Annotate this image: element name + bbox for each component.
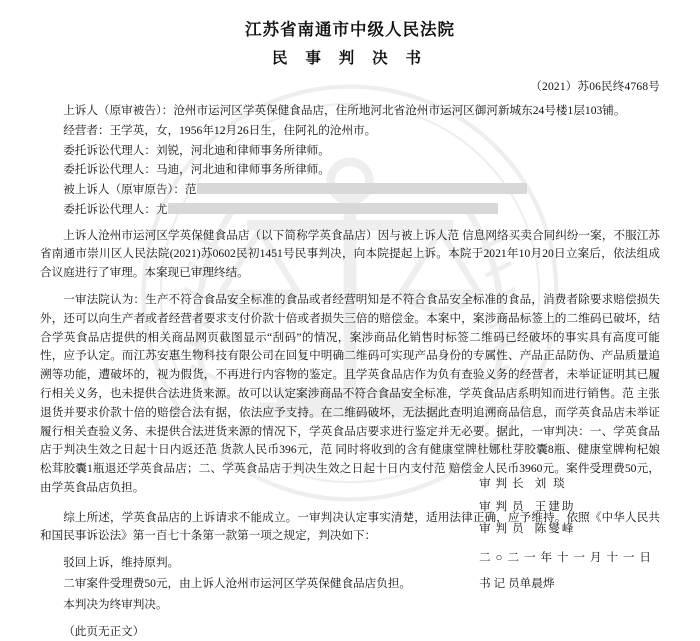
signature-name: 陈燮峰 bbox=[534, 522, 576, 536]
court-title: 江苏省南通市中级人民法院 bbox=[245, 20, 455, 39]
document-title: 民 事 判 决 书 bbox=[271, 50, 428, 67]
signature-label: 审 判 长 bbox=[479, 477, 525, 491]
ruling-line-1: 驳回上诉，维持原判。 bbox=[63, 556, 180, 570]
party-agent-1: 委托诉讼代理人：刘锐，河北迪和律师事务所律师。 bbox=[63, 143, 330, 157]
signature-date: 二 ○ 二 一 年 十 一 月 十 一 日 bbox=[479, 550, 652, 564]
signature-row bbox=[479, 496, 652, 519]
party-appellant: 上诉人（原审被告）：沧州市运河区学英保健食品店，住所地河北省沧州市运河区御河新城东24号楼1层103铺。 bbox=[63, 104, 626, 117]
clerk-name: 单晨烨 bbox=[519, 577, 555, 591]
case-number: （2021）苏06民终4768号 bbox=[530, 81, 660, 93]
first-instance-reasoning-paragraph: 一审法院认为：生产不符合食品安全标准的食品或者经营明知是不符合食品安全标准的食品，消费者除要求赔偿损失外，还可以向生产者或者经营者要求支付价款十倍或者损失三倍的赔偿金。本案中，案涉商品标签上的二维码已破坏，结合学英食品店提供的相关商品网页截图显示“刮码”的情况，案涉商品化销售时标签二维码已经破坏的事实具有高度可能性，应予认定。而江苏安惠生物科技有限公司在回复中明确二维码可实现产品身份的专属性、产品正品防伪、产品质量追溯等功能，遭破坏的，视为假货，不再进行内容物的鉴定。且学英食品店作为负有查验义务的经营者，未举证证明其已履行相关义务，也未提供合法进货来源。故可以认定案涉商品不符合食品安全标准，学英食品店系明知而进行销售。范 主张退货并要求价款十倍的赔偿合法有据，依法应予支持。在二维码破坏，无法据此查明追溯商品信息，而学英食品店未举证履行相关查验义务、未提供合法进货来源的情况下，学英食品店要求进行鉴定并无必要。据此，一审判决：一、学英食品店于判决生效之日起十日内返还范 货款人民币396元，范 同时将收到的含有健康堂牌杜娜杜芽胶囊8瓶、健康堂牌枸杞娘松茸胶囊1瓶退还学英食品店；二、学英食品店于判决生效之日起十日内支付范 赔偿金人民币3960元。案件受理费50元，由学英食品店负担。 bbox=[40, 293, 660, 494]
signature-block bbox=[479, 473, 652, 596]
no-text-on-page-note: （此页无正文） bbox=[63, 624, 145, 638]
party-operator: 经营者：王学英，女，1956年12月26日生，住阿礼的沧州市。 bbox=[63, 123, 377, 137]
redacted-text bbox=[197, 183, 527, 194]
party-agent-3 bbox=[40, 201, 660, 220]
party-agent-3-label: 委托诉讼代理人：尤 bbox=[63, 202, 168, 216]
ruling-line-2: 二审案件受理费50元，由上诉人沧州市运河区学英保健食品店负担。 bbox=[63, 576, 412, 590]
ruling-final-line: 本判决为终审判决。 bbox=[63, 597, 168, 611]
party-appellee-label: 被上诉人（原审原告）：范 bbox=[63, 183, 197, 197]
case-intro-paragraph: 上诉人沧州市运河区学英保健食品店（以下简称学英食品店）因与被上诉人范 信息网络买卖合同纠纷一案，不服江苏省南通市崇川区人民法院(2021)苏0602民初1451号民事判决，向本院提起上诉。本院于2021年10月20日立案后，依法组成合议庭进行了审理。本案现已审理终结。 bbox=[40, 228, 660, 280]
signature-row bbox=[479, 518, 652, 541]
clerk-label: 书 记 员 bbox=[479, 577, 520, 591]
redacted-text bbox=[168, 203, 498, 214]
signature-name: 王建助 bbox=[534, 499, 576, 513]
party-appellee bbox=[40, 181, 660, 200]
party-agent-2: 委托诉讼代理人：马迪，河北迪和律师事务所律师。 bbox=[63, 163, 330, 177]
signature-label: 审 判 员 bbox=[479, 499, 525, 513]
conclusion-paragraph: 综上所述，学英食品店的上诉请求不能成立。一审判决认定事实清楚，适用法律正确，应予维持。依照《中华人民共和国民事诉讼法》第一百七十条第一款第一项之规定，判决如下： bbox=[40, 510, 660, 543]
signature-label: 审 判 员 bbox=[479, 522, 525, 536]
clerk-row bbox=[479, 573, 652, 596]
signature-row bbox=[479, 473, 652, 496]
signature-name: 刘 琰 bbox=[534, 477, 567, 491]
